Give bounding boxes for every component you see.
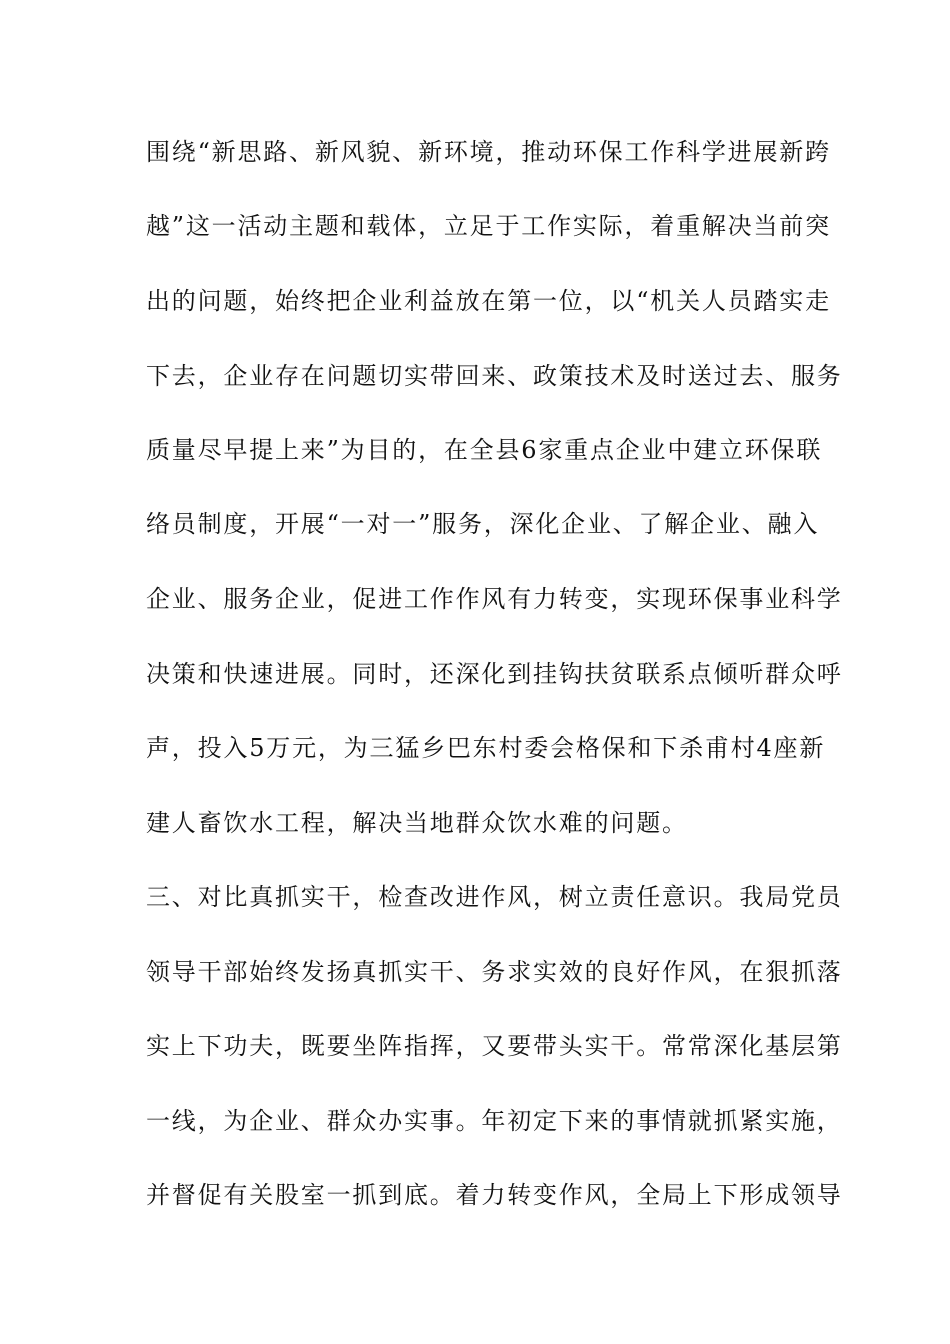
paragraph-line: 声，投入5万元，为三猛乡巴东村委会格保和下杀甫村4座新 bbox=[146, 734, 826, 762]
paragraph-line: 实上下功夫，既要坐阵指挥，又要带头实干。常常深化基层第 bbox=[146, 1032, 843, 1060]
paragraph-line: 并督促有关股室一抓到底。着力转变作风，全局上下形成领导 bbox=[146, 1181, 843, 1209]
paragraph-line: 质量尽早提上来”为目的，在全县6家重点企业中建立环保联 bbox=[146, 436, 823, 464]
paragraph-line: 下去，企业存在问题切实带回来、政策技术及时送过去、服务 bbox=[146, 362, 843, 390]
paragraph-line: 越”这一活动主题和载体，立足于工作实际，着重解决当前突 bbox=[146, 212, 831, 240]
section-heading-line: 三、对比真抓实干，检查改进作风，树立责任意识。我局党员 bbox=[146, 883, 843, 911]
paragraph-line: 决策和快速进展。同时，还深化到挂钩扶贫联系点倾听群众呼 bbox=[146, 660, 843, 688]
paragraph-line: 企业、服务企业，促进工作作风有力转变，实现环保事业科学 bbox=[146, 585, 843, 613]
paragraph-line: 建人畜饮水工程，解决当地群众饮水难的问题。 bbox=[146, 809, 688, 837]
paragraph-line: 一线，为企业、群众办实事。年初定下来的事情就抓紧实施， bbox=[146, 1107, 843, 1135]
paragraph-line: 络员制度，开展“一对一”服务，深化企业、了解企业、融入 bbox=[146, 510, 820, 538]
paragraph-line: 领导干部始终发扬真抓实干、务求实效的良好作风，在狠抓落 bbox=[146, 958, 843, 986]
paragraph-line: 出的问题，始终把企业利益放在第一位，以“机关人员踏实走 bbox=[146, 287, 831, 315]
paragraph-line: 围绕“新思路、新风貌、新环境，推动环保工作科学进展新跨 bbox=[146, 138, 831, 166]
